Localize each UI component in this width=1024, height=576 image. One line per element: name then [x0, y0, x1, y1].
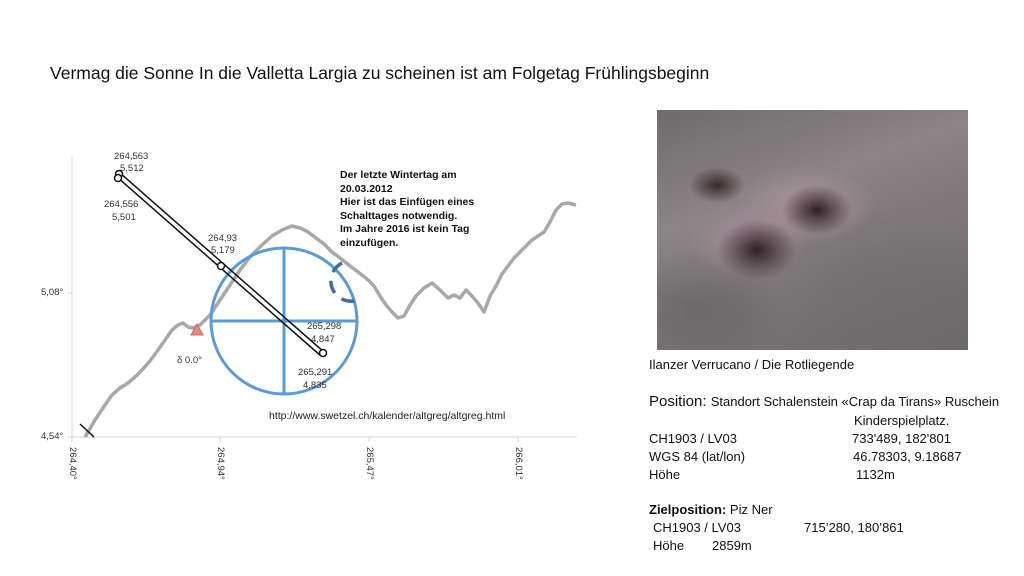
y-label-top: 5,08°: [41, 287, 64, 298]
wgs-label: WGS 84 (lat/lon): [649, 449, 746, 464]
position-line: [649, 393, 999, 410]
x-label-1: 264,40°: [67, 447, 78, 480]
source-url[interactable]: http://www.swetzel.ch/kalender/altgreg/altgreg.html: [269, 410, 506, 422]
note-line-2: 20.03.2012: [340, 182, 393, 195]
point-label-5-y: 4,835: [303, 380, 327, 391]
ziel-ch-value: 715’280, 180’861: [804, 520, 904, 535]
note-line-1: Der letzte Wintertag am: [340, 169, 457, 181]
position-value: Standort Schalenstein «Crap da Tirans» Ruschein: [710, 394, 1000, 409]
point-label-2-x: 264,556: [104, 199, 139, 210]
ch1903-label: CH1903 / LV03: [649, 431, 737, 446]
point-label-4-x: 265,298: [307, 321, 342, 332]
hoehe-label: Höhe: [649, 467, 681, 482]
point-label-1-y: 5,512: [120, 163, 144, 174]
position-label: Position:: [649, 393, 707, 410]
y-label-bottom: 4,54°: [41, 431, 64, 442]
slide-title: Vermag die Sonne In die Valletta Largia zu scheinen ist am Folgetag Frühlingsbeginn: [50, 63, 710, 83]
sun-point-3: [218, 263, 225, 270]
sun-point-2: [115, 175, 122, 182]
photo-caption: Ilanzer Verrucano / Die Rotliegende: [649, 357, 855, 372]
point-label-4-y: 4,847: [311, 334, 335, 345]
point-label-3-y: 5,179: [211, 245, 235, 256]
sun-point-4: [320, 350, 327, 357]
point-label-3-x: 264,93: [208, 233, 238, 244]
ziel-value: Piz Ner: [729, 502, 773, 517]
point-label-5-x: 265,291: [298, 367, 333, 378]
point-label-1-x: 264,563: [114, 151, 149, 162]
ziel-label: Zielposition:: [649, 502, 727, 517]
rock-photo: [657, 110, 968, 350]
note-line-6: einzufügen.: [340, 236, 399, 249]
x-label-3: 265,47°: [364, 447, 375, 480]
x-label-2: 264,94°: [215, 447, 226, 480]
ziel-hoehe-value: 2859m: [712, 538, 752, 553]
ziel-ch-label: CH1903 / LV03: [653, 520, 741, 535]
ziel-hoehe-label: Höhe: [653, 538, 685, 553]
ch1903-value: 733'489, 182'801: [852, 431, 951, 446]
delta-label: δ 0.0°: [177, 355, 202, 366]
note-line-3: Hier ist das Einfügen eines: [340, 196, 475, 208]
note-line-5: Im Jahre 2016 ist kein Tag: [340, 223, 470, 235]
ziel-line: [649, 502, 773, 517]
x-label-4: 266,01°: [513, 447, 524, 480]
winter-day-note: [340, 169, 520, 250]
wgs-value: 46.78303, 9.18687: [853, 449, 962, 464]
note-line-4: Schalttages notwendig.: [340, 209, 458, 222]
point-label-2-y: 5,501: [112, 212, 136, 223]
position-value-2: Kinderspielplatz.: [854, 413, 950, 428]
hoehe-value: 1132m: [856, 467, 895, 482]
